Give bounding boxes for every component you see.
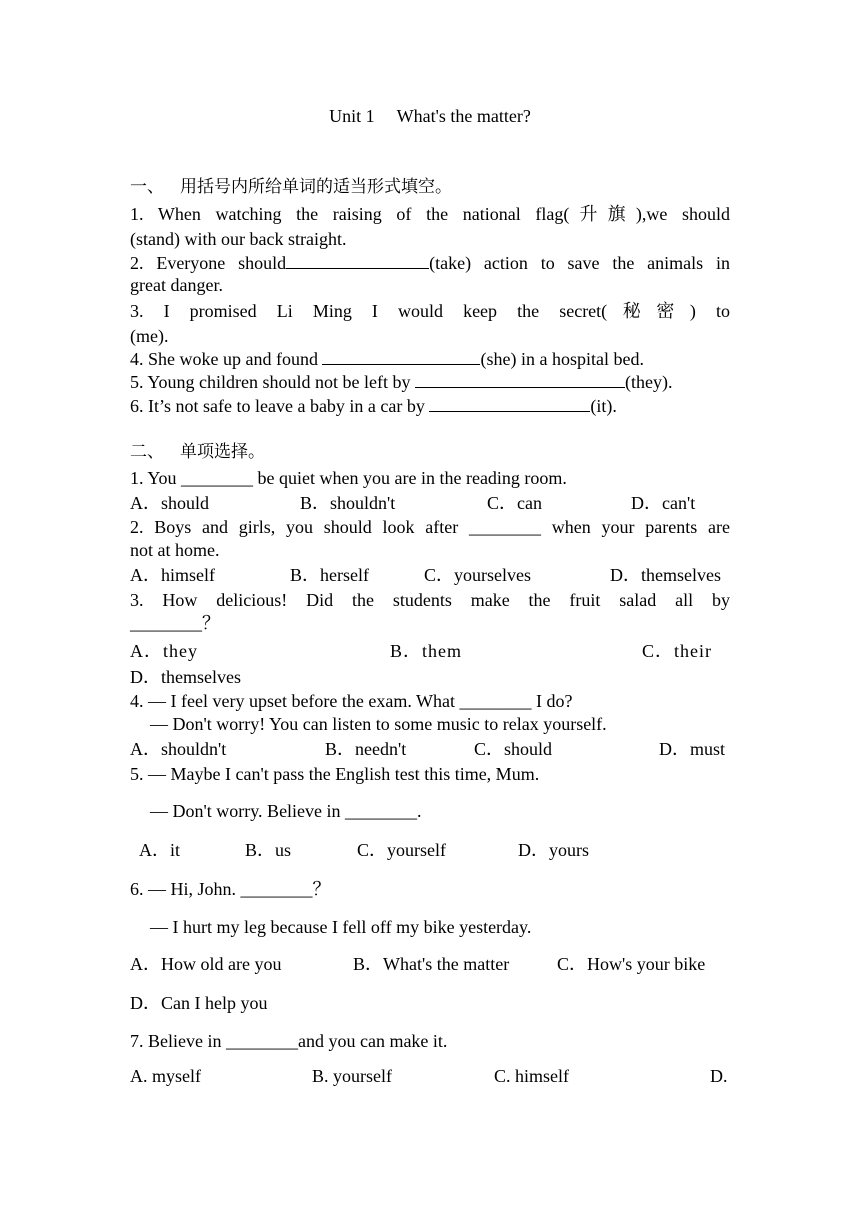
s1-item3-line1: 3. I promised Li Ming I would keep the secret(秘密) to: [130, 301, 730, 321]
q4-option-b[interactable]: B．needn't: [325, 739, 407, 759]
q2-option-c[interactable]: C．yourselves: [424, 565, 531, 585]
s1-item2-line2: great danger.: [130, 275, 223, 295]
q1-option-a[interactable]: A．should: [130, 493, 210, 513]
section2-heading: 二、 单项选择。: [130, 442, 265, 462]
s1-item4: 4. She woke up and found (she) in a hospital bed.: [130, 349, 644, 369]
s1-item1-line1: 1. When watching the raising of the national flag(升旗),we should: [130, 204, 730, 224]
q5-option-b[interactable]: B．us: [245, 840, 292, 860]
q5-stem-line2: — Don't worry. Believe in ________.: [150, 801, 422, 821]
q4-stem-line2: — Don't worry! You can listen to some music to relax yourself.: [150, 714, 607, 734]
q3-stem-line2: ________？: [130, 613, 220, 633]
q2-stem-line2: not at home.: [130, 540, 220, 560]
q2-option-a[interactable]: A．himself: [130, 565, 215, 585]
q4-option-c[interactable]: C．should: [474, 739, 553, 759]
q2-option-d[interactable]: D．themselves: [610, 565, 721, 585]
q6-option-c[interactable]: C．How's your bike: [557, 954, 706, 974]
q1-option-d[interactable]: D．can't: [631, 493, 696, 513]
s1-item2-line1: 2. Everyone should (take) action to save the animals in: [130, 253, 730, 273]
q7-stem: 7. Believe in ________and you can make it.: [130, 1031, 448, 1051]
q6-option-a[interactable]: A．How old are you: [130, 954, 282, 974]
q3-stem-line1: 3. How delicious! Did the students make the fruit salad all by: [130, 590, 730, 610]
answer-blank[interactable]: [286, 251, 429, 269]
s1-item5: 5. Young children should not be left by (they).: [130, 372, 673, 392]
page-title: Unit 1 What's the matter?: [329, 106, 531, 126]
q7-option-d[interactable]: D.: [710, 1066, 728, 1086]
q1-stem: 1. You ________ be quiet when you are in the reading room.: [130, 468, 567, 488]
q1-option-c[interactable]: C．can: [487, 493, 542, 513]
q6-option-b[interactable]: B．What's the matter: [353, 954, 510, 974]
q1-option-b[interactable]: B．shouldn't: [300, 493, 396, 513]
answer-blank[interactable]: [415, 370, 625, 388]
q4-option-a[interactable]: A．shouldn't: [130, 739, 227, 759]
q2-stem-line1: 2. Boys and girls, you should look after ________ when your parents are: [130, 517, 730, 537]
q5-stem-line1: 5. — Maybe I can't pass the English test this time, Mum.: [130, 764, 540, 784]
q6-stem-line1: 6. — Hi, John. ________？: [130, 879, 331, 899]
answer-blank[interactable]: [429, 394, 590, 412]
s1-item1-line2: (stand) with our back straight.: [130, 229, 347, 249]
q3-option-b[interactable]: B．them: [390, 641, 462, 661]
q3-option-a[interactable]: A．they: [130, 641, 198, 661]
q6-option-d[interactable]: D．Can I help you: [130, 993, 268, 1013]
q3-option-c[interactable]: C．their: [642, 641, 712, 661]
q7-option-c[interactable]: C. himself: [494, 1066, 569, 1086]
q3-option-d[interactable]: D．themselves: [130, 667, 241, 687]
section1-heading: 一、 用括号内所给单词的适当形式填空。: [130, 177, 452, 197]
q2-option-b[interactable]: B．herself: [290, 565, 369, 585]
q5-option-a[interactable]: A．it: [139, 840, 181, 860]
q7-option-b[interactable]: B. yourself: [312, 1066, 392, 1086]
q5-option-d[interactable]: D．yours: [518, 840, 589, 860]
q6-stem-line2: — I hurt my leg because I fell off my bike yesterday.: [150, 917, 532, 937]
s1-item3-line2: (me).: [130, 326, 169, 346]
s1-item6: 6. It’s not safe to leave a baby in a car by (it).: [130, 396, 617, 416]
q5-option-c[interactable]: C．yourself: [357, 840, 446, 860]
q4-stem-line1: 4. — I feel very upset before the exam. What ________ I do?: [130, 691, 573, 711]
q7-option-a[interactable]: A. myself: [130, 1066, 201, 1086]
answer-blank[interactable]: [322, 347, 480, 365]
q4-option-d[interactable]: D．must: [659, 739, 726, 759]
